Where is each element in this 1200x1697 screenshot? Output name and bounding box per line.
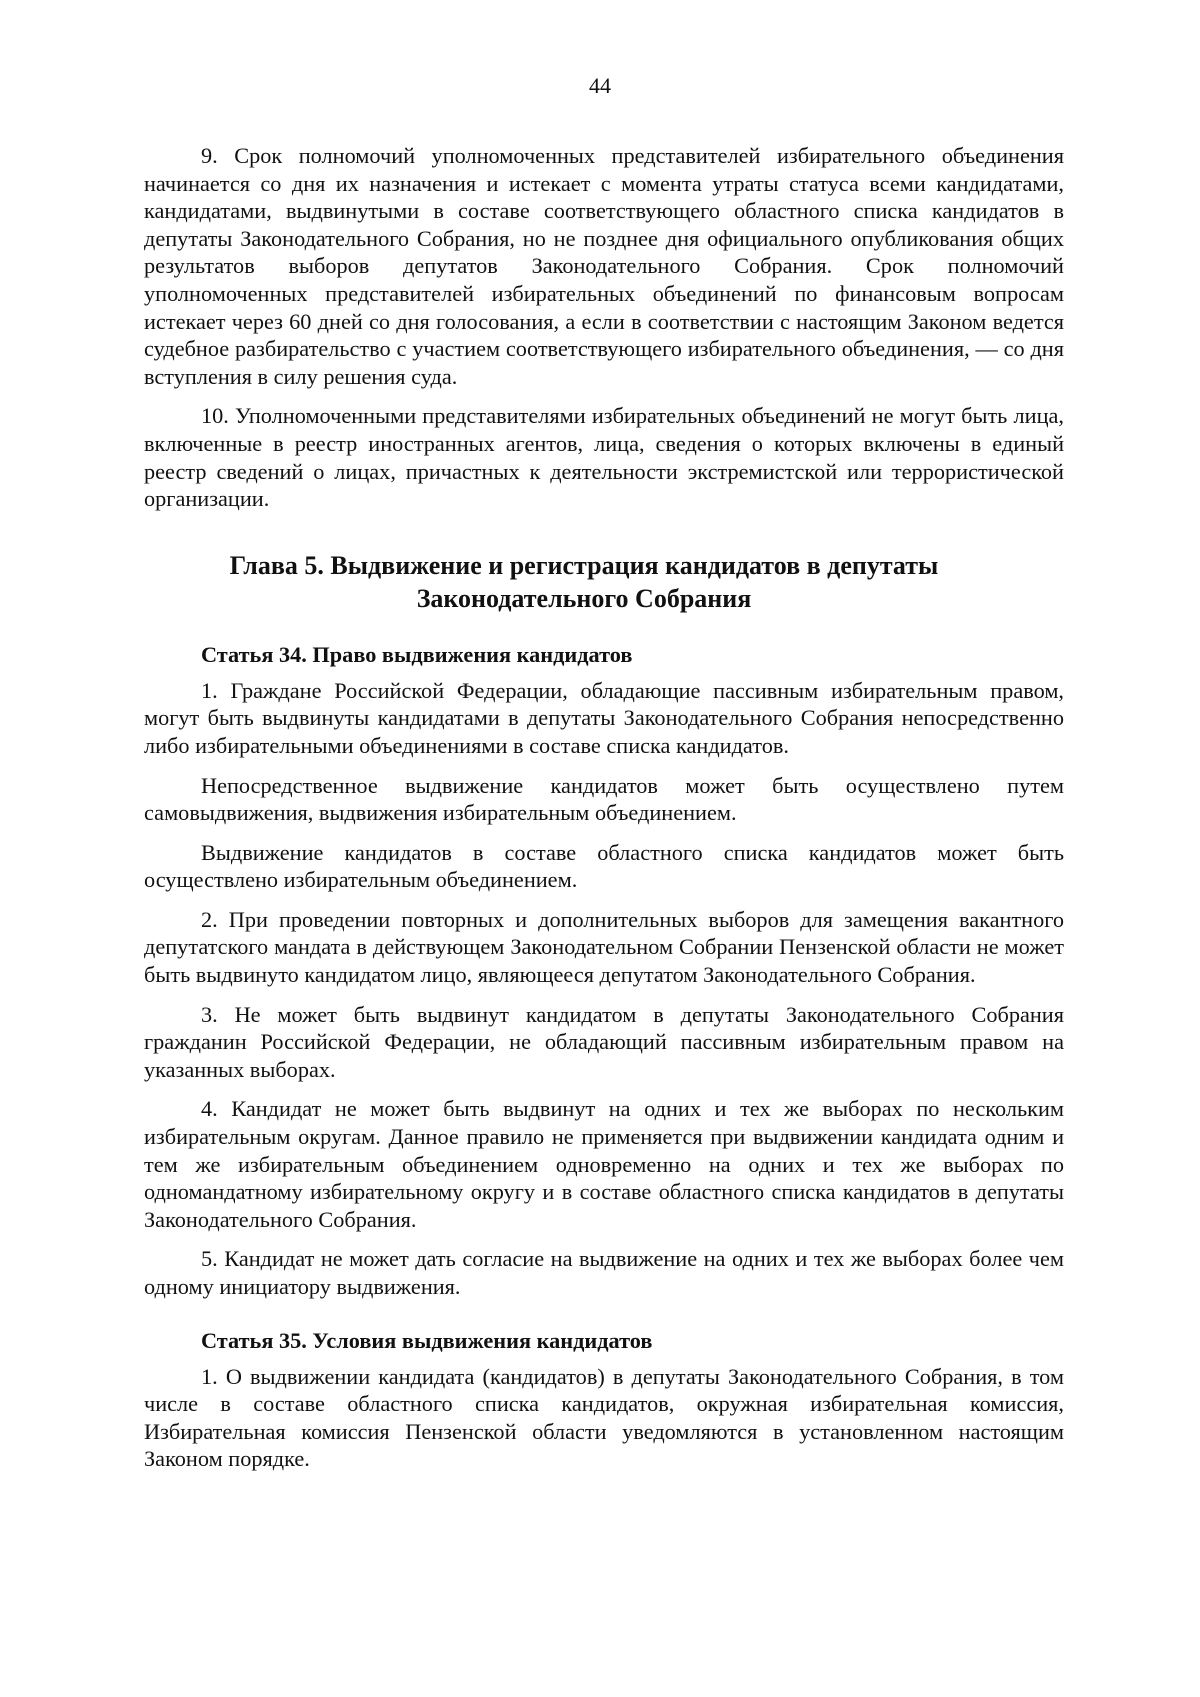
article-34-paragraph-4: 2. При проведении повторных и дополнительных выборов для замещения вакантного депутатского мандата в действующем Законодательном Собрании Пензенской области не может быть выдвинуто кандидатом лицо, являющееся депутатом Законодательного Собрания. bbox=[144, 906, 1064, 988]
page-number: 44 bbox=[589, 73, 611, 98]
chapter-heading-line-2: Законодательного Собрания bbox=[416, 583, 752, 613]
article-34-paragraph-3: Выдвижение кандидатов в составе областного списка кандидатов может быть осуществлено избирательным объединением. bbox=[144, 839, 1064, 893]
paragraph-9: 9. Срок полномочий уполномоченных представителей избирательного объединения начинается со дня их назначения и истекает с момента утраты статуса всеми кандидатами, кандидатами, выдвинутыми в составе соответствующего областного списка кандидатов в депутаты Законодательного Собрания, но не позднее дня официального опубликования общих результатов выборов депутатов Законодательного Собрания. Срок полномочий уполномоченных представителей избирательных объединений по финансовым вопросам истекает через 60 дней со дня голосования, а если в соответствии с настоящим Законом ведется судебное разбирательство с участием соответствующего избирательного объединения, — со дня вступления в силу решения суда. bbox=[144, 143, 1064, 389]
document-body bbox=[144, 142, 1064, 1473]
article-34-paragraph-7: 5. Кандидат не может дать согласие на выдвижение на одних и тех же выборах более чем одному инициатору выдвижения. bbox=[144, 1246, 1064, 1299]
chapter-heading bbox=[144, 549, 1064, 615]
paragraph-10: 10. Уполномоченными представителями избирательных объединений не могут быть лица, включенные в реестр иностранных агентов, лица, сведения о которых включены в единый реестр сведений о лицах, причастных к деятельности экстремистской или террористической организации. bbox=[144, 403, 1064, 512]
article-34-title: Статья 34. Право выдвижения кандидатов bbox=[201, 641, 633, 667]
article-35-title: Статья 35. Условия выдвижения кандидатов bbox=[201, 1327, 653, 1353]
article-35-paragraph-1: 1. О выдвижении кандидата (кандидатов) в депутаты Законодательного Собрания, в том числе в составе областного списка кандидатов, окружная избирательная комиссия, Избирательная комиссия Пензенской области уведомляются в установленном настоящим Законом порядке. bbox=[144, 1363, 1064, 1472]
chapter-heading-line-1: Глава 5. Выдвижение и регистрация кандидатов в депутаты bbox=[229, 550, 939, 580]
article-34-paragraph-6: 4. Кандидат не может быть выдвинут на одних и тех же выборах по нескольким избирательным округам. Данное правило не применяется при выдвижении кандидата одним и тем же избирательным объединением одновременно на одних и тех же выборах по одномандатному избирательному округу и в составе областного списка кандидатов в депутаты Законодательного Собрания. bbox=[144, 1096, 1064, 1232]
article-34-paragraph-1: 1. Граждане Российской Федерации, обладающие пассивным избирательным правом, могут быть выдвинуты кандидатами в депутаты Законодательного Собрания непосредственно либо избирательными объединениями в составе списка кандидатов. bbox=[144, 677, 1064, 758]
article-34-paragraph-2: Непосредственное выдвижение кандидатов может быть осуществлено путем самовыдвижения, выдвижения избирательным объединением. bbox=[144, 772, 1064, 826]
article-34-paragraph-5: 3. Не может быть выдвинут кандидатом в депутаты Законодательного Собрания гражданин Российской Федерации, не обладающий пассивным избирательным правом на указанных выборах. bbox=[144, 1001, 1064, 1082]
